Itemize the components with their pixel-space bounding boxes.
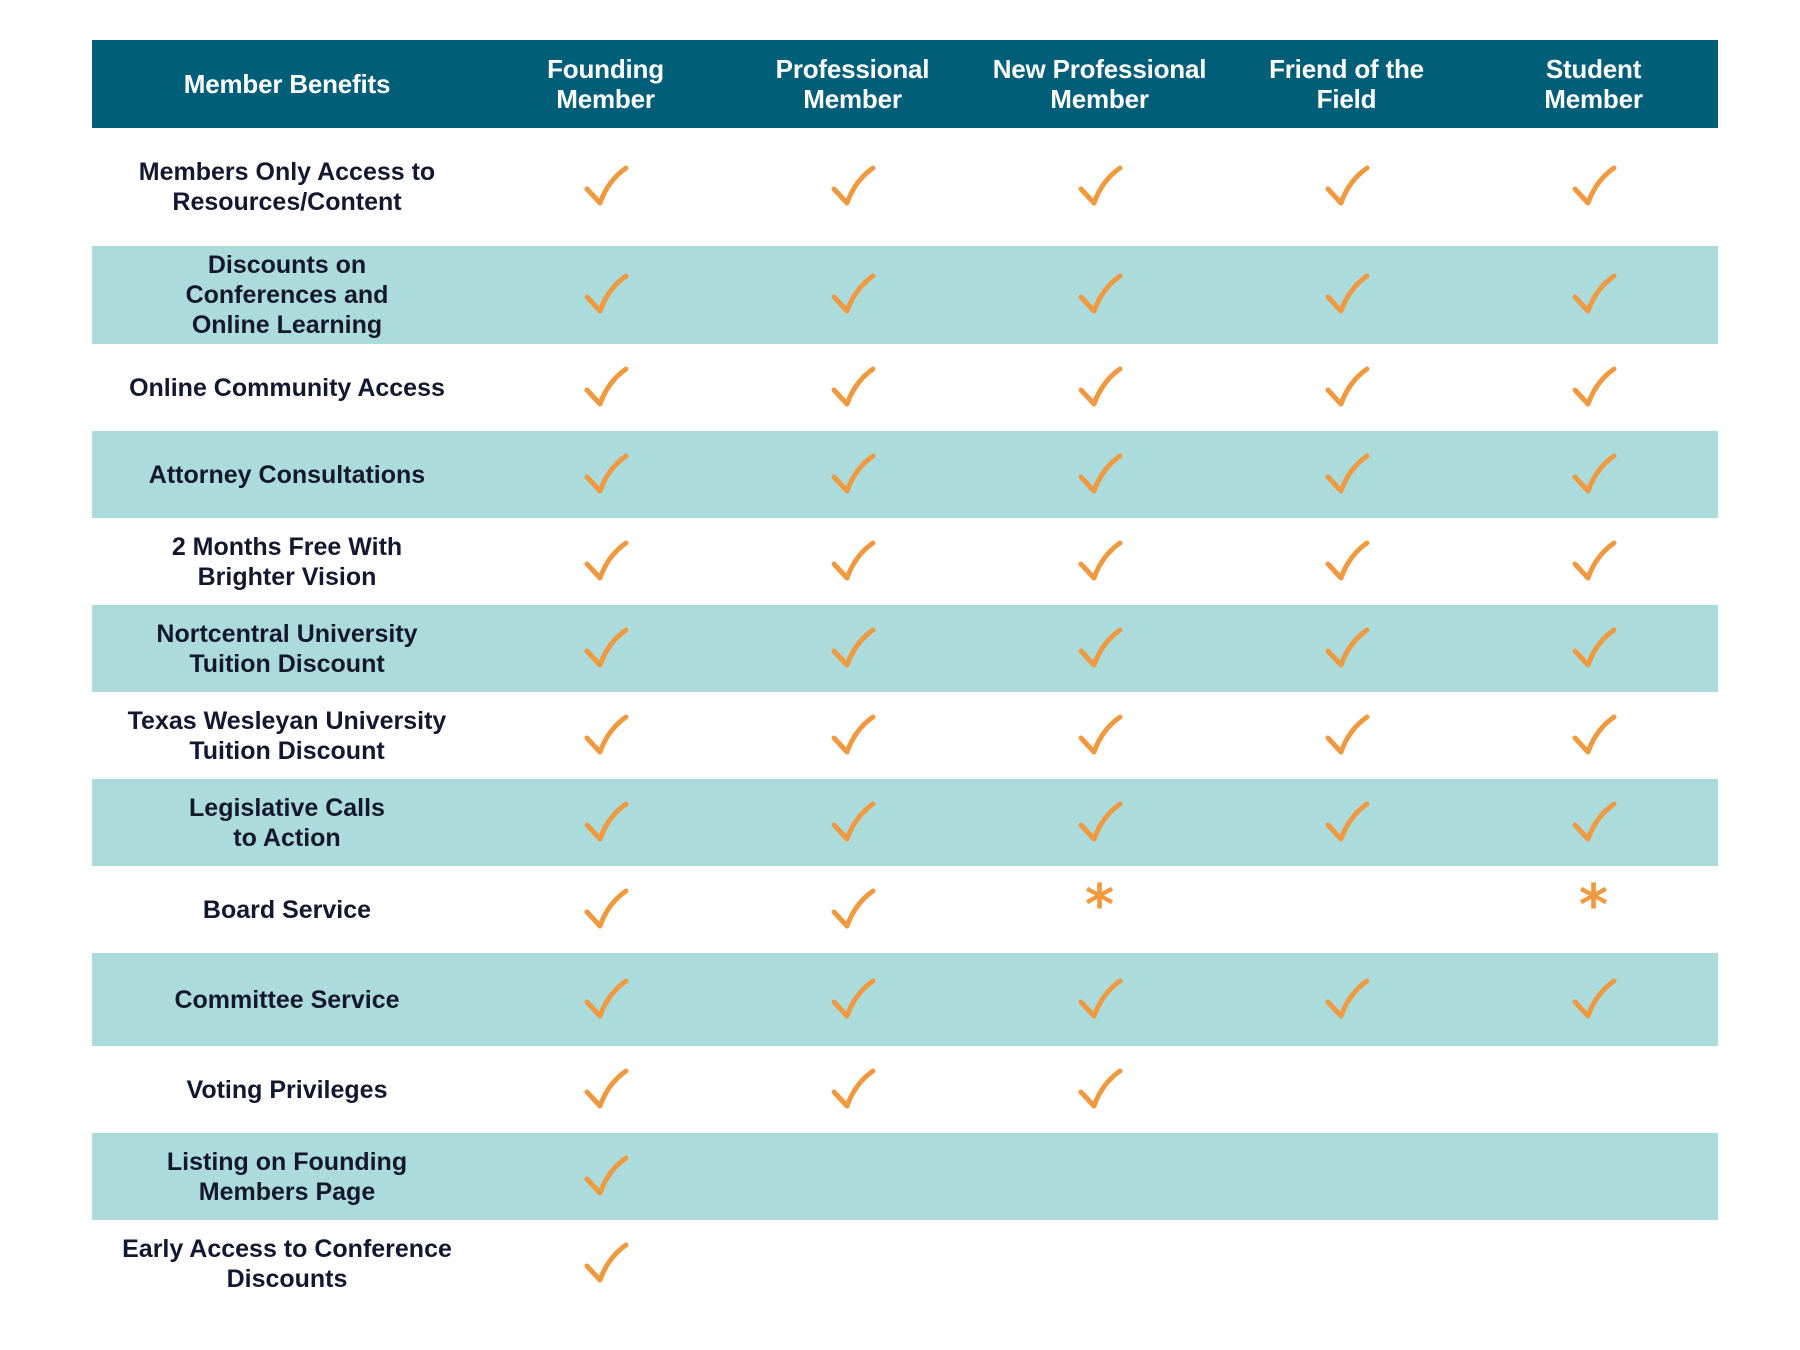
asterisk-icon-new-professional	[976, 866, 1223, 953]
table-row	[92, 431, 1718, 518]
empty-cell-new-professional	[976, 1133, 1223, 1220]
table-body	[92, 128, 1718, 1307]
check-icon-friend-of-field	[1223, 431, 1470, 518]
benefit-label: Attorney Consultations	[148, 460, 426, 489]
empty-cell-friend-of-field	[1223, 1133, 1470, 1220]
header-tier-friend-of-field: Friend of the Field	[1269, 54, 1424, 114]
check-icon-founding	[482, 518, 729, 605]
check-icon-professional	[729, 692, 976, 779]
benefit-label: Members Only Access to Resources/Content	[138, 158, 436, 216]
table-row	[92, 1133, 1718, 1220]
benefit-label: Committee Service	[174, 985, 400, 1014]
check-icon-founding	[482, 1133, 729, 1220]
benefit-label: Listing on Founding Members Page	[166, 1147, 408, 1206]
header-tier-student: Student Member	[1544, 54, 1643, 114]
benefits-table	[92, 40, 1718, 1307]
table-row	[92, 344, 1718, 431]
table-row	[92, 779, 1718, 866]
empty-cell-professional	[729, 1220, 976, 1307]
benefit-label: Online Community Access	[129, 373, 445, 402]
check-icon-professional	[729, 953, 976, 1046]
table-row	[92, 128, 1718, 246]
check-icon-friend-of-field	[1223, 779, 1470, 866]
check-icon-founding	[482, 692, 729, 779]
check-icon-student	[1470, 518, 1717, 605]
benefit-label: Early Access to Conference Discounts	[122, 1234, 452, 1293]
empty-cell-student	[1470, 1046, 1717, 1133]
empty-cell-student	[1470, 1133, 1717, 1220]
check-icon-student	[1470, 246, 1717, 344]
check-icon-professional	[729, 128, 976, 246]
table-header	[92, 40, 1718, 128]
benefit-label: Texas Wesleyan University Tuition Discount	[127, 706, 447, 765]
check-icon-new-professional	[976, 128, 1223, 246]
table-row	[92, 866, 1718, 953]
check-icon-founding	[482, 344, 729, 431]
check-icon-professional	[729, 344, 976, 431]
check-icon-new-professional	[976, 246, 1223, 344]
check-icon-new-professional	[976, 779, 1223, 866]
check-icon-student	[1470, 605, 1717, 692]
table-row	[92, 518, 1718, 605]
asterisk-icon: *	[1578, 872, 1609, 938]
header-tier-founding: Founding Member	[547, 54, 664, 114]
empty-cell-friend-of-field	[1223, 866, 1470, 953]
benefit-label: 2 Months Free With Brighter Vision	[171, 532, 403, 591]
benefit-label: Voting Privileges	[186, 1075, 388, 1104]
check-icon-friend-of-field	[1223, 344, 1470, 431]
check-icon-friend-of-field	[1223, 605, 1470, 692]
check-icon-new-professional	[976, 953, 1223, 1046]
table-row	[92, 1046, 1718, 1133]
check-icon-founding	[482, 246, 729, 344]
check-icon-friend-of-field	[1223, 692, 1470, 779]
check-icon-friend-of-field	[1223, 953, 1470, 1046]
table-row	[92, 246, 1718, 344]
check-icon-friend-of-field	[1223, 246, 1470, 344]
check-icon-professional	[729, 518, 976, 605]
header-tier-professional: Professional Member	[775, 54, 930, 114]
check-icon-founding	[482, 953, 729, 1046]
benefit-label: Legislative Calls to Action	[189, 793, 385, 852]
asterisk-icon-student	[1470, 866, 1717, 953]
check-icon-professional	[729, 1046, 976, 1133]
table-row	[92, 1220, 1718, 1307]
check-icon-student	[1470, 431, 1717, 518]
check-icon-professional	[729, 779, 976, 866]
check-icon-student	[1470, 344, 1717, 431]
asterisk-icon: *	[1084, 872, 1115, 938]
check-icon-student	[1470, 128, 1717, 246]
check-icon-friend-of-field	[1223, 128, 1470, 246]
check-icon-professional	[729, 246, 976, 344]
header-tier-new-professional: New Professional Member	[992, 54, 1207, 114]
empty-cell-friend-of-field	[1223, 1046, 1470, 1133]
check-icon-founding	[482, 866, 729, 953]
check-icon-founding	[482, 431, 729, 518]
check-icon-student	[1470, 953, 1717, 1046]
check-icon-founding	[482, 779, 729, 866]
table-row	[92, 953, 1718, 1046]
check-icon-founding	[482, 1220, 729, 1307]
check-icon-professional	[729, 866, 976, 953]
header-benefit-label: Member Benefits	[183, 69, 391, 99]
check-icon-new-professional	[976, 605, 1223, 692]
check-icon-student	[1470, 779, 1717, 866]
check-icon-founding	[482, 128, 729, 246]
check-icon-new-professional	[976, 692, 1223, 779]
empty-cell-professional	[729, 1133, 976, 1220]
check-icon-student	[1470, 692, 1717, 779]
check-icon-professional	[729, 431, 976, 518]
benefit-label: Nortcentral University Tuition Discount	[156, 619, 418, 678]
benefit-label: Discounts on Conferences and Online Learning	[185, 251, 389, 339]
benefit-label: Board Service	[202, 895, 372, 924]
check-icon-founding	[482, 605, 729, 692]
check-icon-professional	[729, 605, 976, 692]
table-row	[92, 605, 1718, 692]
check-icon-new-professional	[976, 344, 1223, 431]
empty-cell-student	[1470, 1220, 1717, 1307]
check-icon-new-professional	[976, 431, 1223, 518]
check-icon-friend-of-field	[1223, 518, 1470, 605]
check-icon-new-professional	[976, 518, 1223, 605]
empty-cell-new-professional	[976, 1220, 1223, 1307]
check-icon-founding	[482, 1046, 729, 1133]
empty-cell-friend-of-field	[1223, 1220, 1470, 1307]
table-row	[92, 692, 1718, 779]
check-icon-new-professional	[976, 1046, 1223, 1133]
